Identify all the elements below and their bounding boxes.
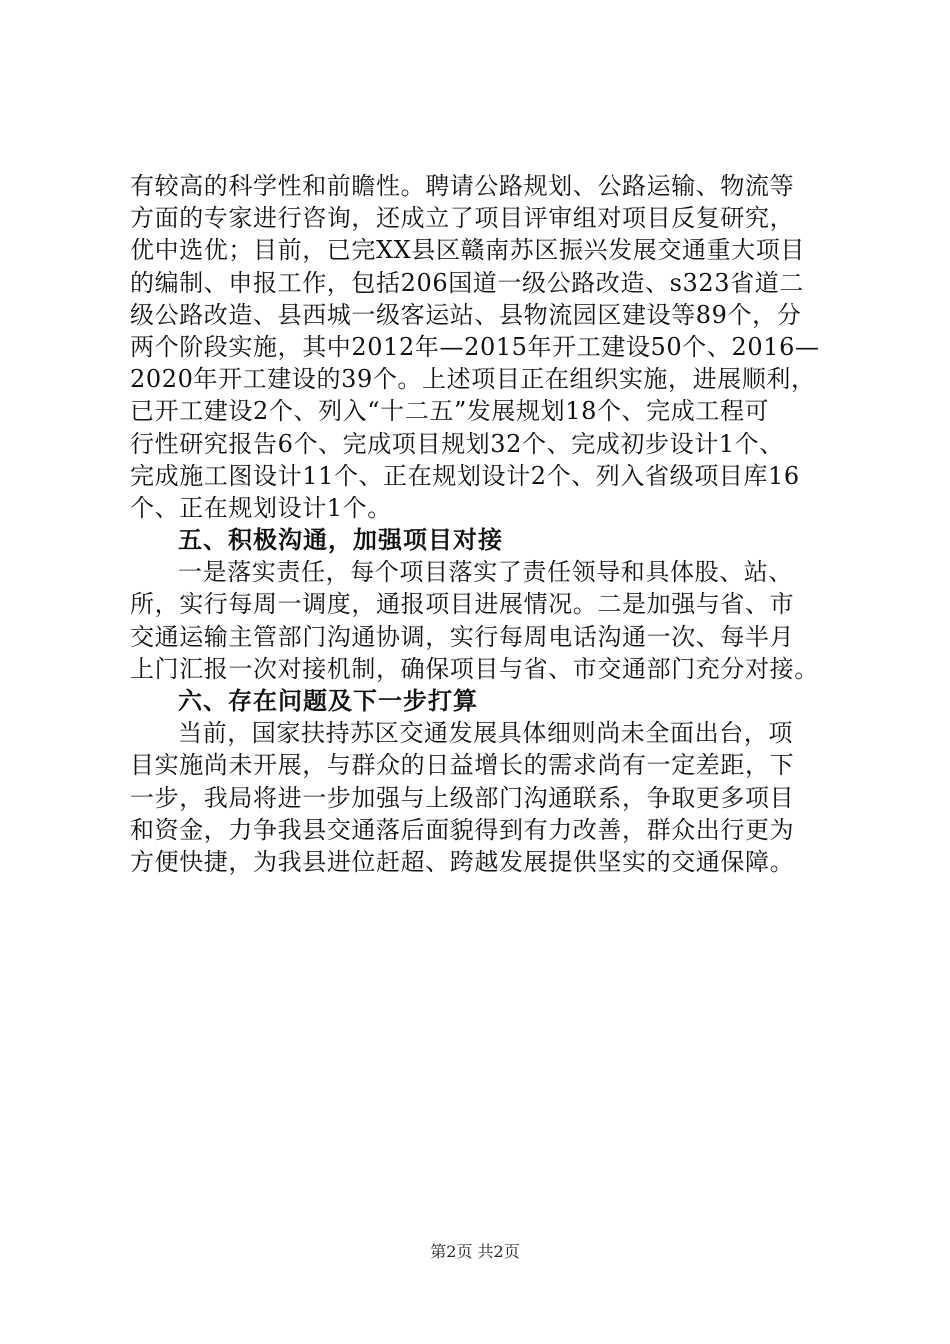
body-line: 完成施工图设计11个、正在规划设计2个、列入省级项目库16 <box>130 461 800 490</box>
body-line: 方便快捷，为我县进位赶超、跨越发展提供坚实的交通保障。 <box>130 847 795 876</box>
body-line: 级公路改造、县西城一级客运站、县物流园区建设等89个，分 <box>130 300 802 329</box>
section-heading-5: 五、积极沟通，加强项目对接 <box>178 526 503 555</box>
page-number-label: 第2页 共2页 <box>430 1242 520 1261</box>
body-line: 个、正在规划设计1个。 <box>130 493 392 522</box>
body-line: 优中选优；目前，已完XX县区赣南苏区振兴发展交通重大项目 <box>130 236 805 265</box>
body-line: 所，实行每周一调度，通报项目进展情况。二是加强与省、市 <box>130 590 795 619</box>
body-line: 一步，我局将进一步加强与上级部门沟通联系，争取更多项目 <box>130 783 795 812</box>
body-line: 有较高的科学性和前瞻性。聘请公路规划、公路运输、物流等 <box>130 172 795 200</box>
body-line: 当前，国家扶持苏区交通发展具体细则尚未全面出台，项 <box>178 719 793 748</box>
body-line: 已开工建设2个、列入“十二五”发展规划18个、完成工程可 <box>130 397 770 426</box>
page-footer <box>0 1242 950 1262</box>
body-line: 一是落实责任，每个项目落实了责任领导和具体股、站、 <box>178 558 793 587</box>
section-heading-6: 六、存在问题及下一步打算 <box>178 687 478 715</box>
body-line: 目实施尚未开展，与群众的日益增长的需求尚有一定差距，下 <box>130 751 795 780</box>
body-line: 交通运输主管部门沟通协调，实行每周电话沟通一次、每半月 <box>130 622 795 651</box>
body-line: 2020年开工建设的39个。上述项目正在组织实施，进展顺利， <box>130 365 816 394</box>
body-line: 两个阶段实施，其中2012年—2015年开工建设50个、2016— <box>130 332 820 361</box>
body-line: 行性研究报告6个、完成项目规划32个、完成初步设计1个、 <box>130 429 784 458</box>
body-line: 和资金，力争我县交通落后面貌得到有力改善，群众出行更为 <box>130 815 795 844</box>
body-line: 上门汇报一次对接机制，确保项目与省、市交通部门充分对接。 <box>130 654 819 683</box>
document-body <box>130 170 830 878</box>
body-line: 方面的专家进行咨询，还成立了项目评审组对项目反复研究， <box>130 204 795 233</box>
body-line: 的编制、申报工作，包括206国道一级公路改造、s323省道二 <box>130 268 804 297</box>
